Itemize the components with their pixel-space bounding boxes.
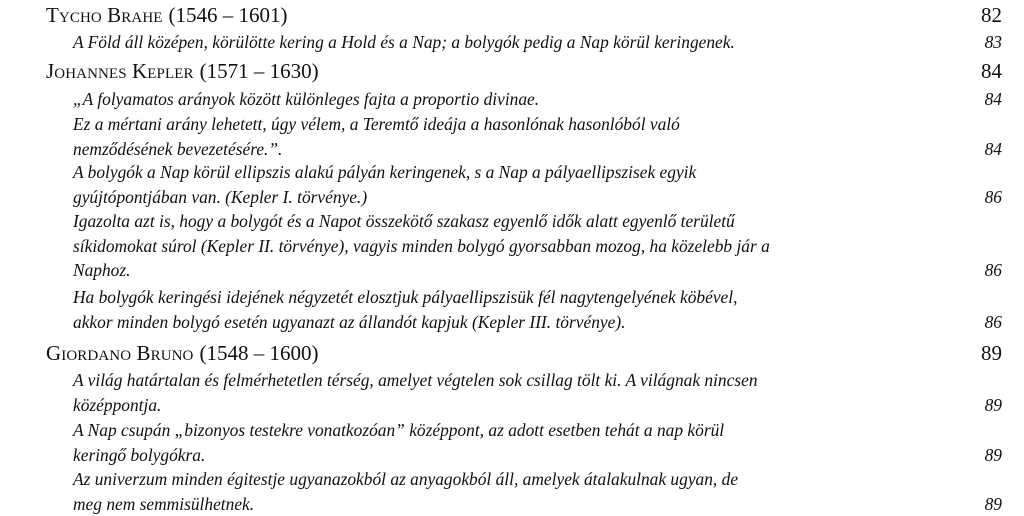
quote-text-line: „A folyamatos arányok között különleges fajta a proportio divinae. xyxy=(73,89,540,109)
quote-page-number: 84 xyxy=(984,138,1002,159)
author-page-number: 82 xyxy=(981,3,1002,27)
author-dates: (1546 – 1601) xyxy=(168,3,288,27)
quote-entry xyxy=(73,368,1002,417)
quote-entry xyxy=(73,160,1002,209)
quote-page-number: 86 xyxy=(984,186,1002,207)
quote-text-line: Ez a mértani arány lehetett, úgy vélem, a Teremtő ideája a hasonlónak hasonlóból való xyxy=(73,114,680,134)
quote-entry xyxy=(73,30,1002,55)
author-name: Giordano Bruno xyxy=(46,341,194,365)
quote-text-line: gyújtópontjában van. (Kepler I. törvénye.) xyxy=(73,186,368,207)
quote-text-line: Ha bolygók keringési idejének négyzetét elosztjuk pályaellipszisük fél nagytengelyének köbével, xyxy=(73,287,738,307)
quote-entry xyxy=(73,285,1002,334)
quote-text-line: nemződésének bevezetésére.”. xyxy=(73,138,283,159)
quote-entry xyxy=(73,209,1002,283)
author-heading xyxy=(46,2,1002,28)
quote-entry xyxy=(73,87,1002,112)
author-page-number: 89 xyxy=(981,341,1002,365)
quote-text-line: meg nem semmisülhetnek. xyxy=(73,493,255,514)
author-page-number: 84 xyxy=(981,59,1002,83)
quote-page-number: 86 xyxy=(984,311,1002,332)
quote-text-line: középpontja. xyxy=(73,394,162,415)
quote-text-line: akkor minden bolygó esetén ugyanazt az állandót kapjuk (Kepler III. törvénye). xyxy=(73,311,626,332)
quote-page-number: 83 xyxy=(984,32,1002,52)
quote-page-number: 89 xyxy=(984,493,1002,514)
quote-text-line: keringő bolygókra. xyxy=(73,444,206,465)
quote-text-line: A bolygók a Nap körül ellipszis alakú pályán keringenek, s a Nap a pályaellipszisek egyik xyxy=(73,162,697,182)
author-heading xyxy=(46,340,1002,366)
quote-text-line: A világ határtalan és felmérhetetlen térség, amelyet végtelen sok csillag tölt ki. A világnak nincsen xyxy=(73,370,758,390)
author-dates: (1571 – 1630) xyxy=(199,59,319,83)
quote-entry xyxy=(73,418,1002,467)
quote-text-line: A Föld áll középen, körülötte kering a Hold és a Nap; a bolygók pedig a Nap körül keringenek. xyxy=(73,32,735,52)
quote-page-number: 89 xyxy=(984,394,1002,415)
author-name: Tycho Brahe xyxy=(46,3,163,27)
author-dates: (1548 – 1600) xyxy=(199,341,319,365)
author-name: Johannes Kepler xyxy=(46,59,194,83)
quote-page-number: 84 xyxy=(984,89,1002,109)
author-heading xyxy=(46,58,1002,84)
quote-text-line: síkidomokat súrol (Kepler II. törvénye), vagyis minden bolygó gyorsabban mozog, ha közelebb jár a xyxy=(73,235,770,256)
quote-page-number: 86 xyxy=(984,260,1002,281)
quote-text-line: A Nap csupán „bizonyos testekre vonatkozóan” középpont, az adott esetben tehát a nap körül xyxy=(73,420,725,440)
quote-text-line: Az univerzum minden égitestje ugyanazokból az anyagokból áll, amelyek átalakulnak ugyan, de xyxy=(73,469,739,489)
quote-text-line: Igazolta azt is, hogy a bolygót és a Napot összekötő szakasz egyenlő idők alatt egyenlő területű xyxy=(73,211,735,231)
quote-entry xyxy=(73,112,1002,161)
quote-page-number: 89 xyxy=(984,444,1002,465)
quote-text-line: Naphoz. xyxy=(73,260,131,281)
